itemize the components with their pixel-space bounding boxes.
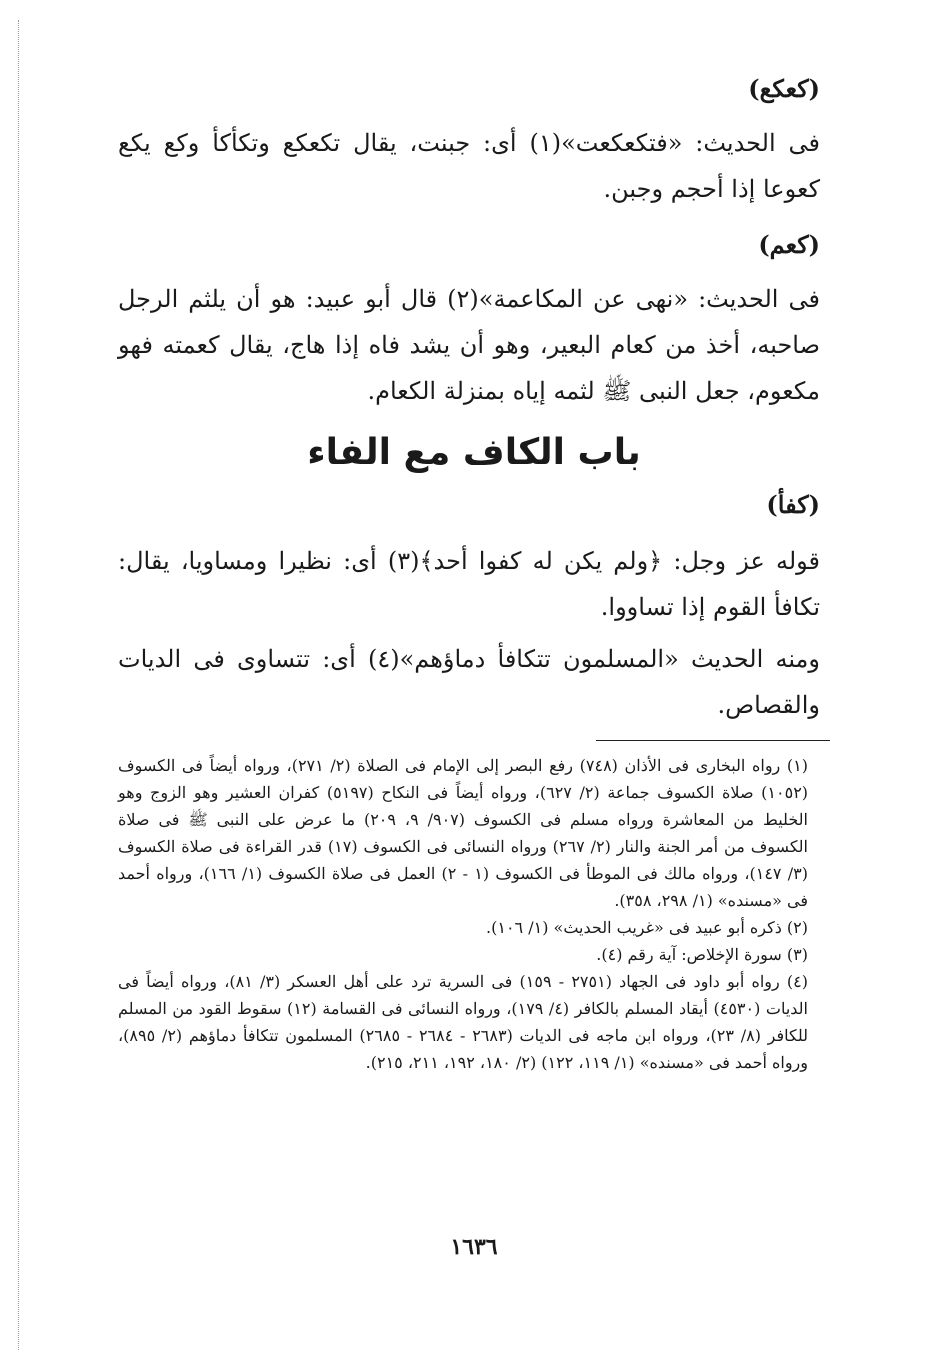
footnote-1: (١) رواه البخارى فى الأذان (٧٤٨) رفع البصر إلى الإمام فى الصلاة (٢/ ٢٧١)، ورواه أيضاً فى الكسوف (١٠٥٢) صلاة الكسوف جماعة (٢/ ٦٢٧)، ورواه أيضاً فى النكاح (٥١٩٧) كفران العشير وهو الزوج وهو الخليط من المعاشرة ورواه مسلم فى الكسوف (٩٠٧/ ٩، ٢٠٩) ما عرض على النبى ﷺ فى صلاة الكسوف من أمر الجنة والنار (٢/ ٢٦٧) ورواه النسائى فى الكسوف (١٧) قدر القراءة فى صلاة الكسوف (٣/ ١٤٧)، ورواه مالك فى الموطأ فى الكسوف (١ - ٢) العمل فى صلاة الكسوف (١/ ١٦٦)، ورواه أحمد فى «مسنده» (١/ ٢٩٨، ٣٥٨). [118,756,809,910]
entry-paragraph-kaam: فى الحديث: «نهى عن المكاعمة»(٢) قال أبو عبيد: هو أن يلثم الرجل صاحبه، أخذ من كعام البعير، وهو أن يشد فاه إذا هاج، يقال كعمته فهو مكعوم، جعل النبى ﷺ لثمه إياه بمنزلة الكعام. [118,285,820,405]
entry-paragraph-kaakaa: فى الحديث: «فتكعكعت»(١) أى: جبنت، يقال تكعكع وتكأكأ وكع يكع كعوعا إذا أحجم وجبن. [118,129,820,203]
footnotes [118,752,832,1076]
footnote-3: (٣) سورة الإخلاص: آية رقم (٤). [596,945,808,964]
entry-paragraph-kafa-1: قوله عز وجل: ﴿ولم يكن له كفوا أحد﴾(٣) أى: نظيرا ومساويا، يقال: تكافأ القوم إذا تساووا. [118,547,821,621]
entry-heading-kaam: (كعم) [758,230,820,259]
margin-dotted-line [18,20,25,1350]
entry-paragraph-kafa-2: ومنه الحديث «المسلمون تتكافأ دماؤهم»(٤) أى: تتساوى فى الديات والقصاص. [118,645,821,719]
entry-heading-kaakaa: (كعكع) [748,74,820,103]
footnote-divider [596,740,830,741]
page-number: ١٦٣٦ [450,1234,498,1260]
entry-heading-kafa: (كفأ) [766,490,820,519]
footnote-2: (٢) ذكره أبو عبيد فى «غريب الحديث» (١/ ١٠٦). [486,918,808,937]
chapter-title: باب الكاف مع الفاء [307,432,641,473]
footnote-4: (٤) رواه أبو داود فى الجهاد (٢٧٥١ - ١٥٩) فى السرية ترد على أهل العسكر (٣/ ٨١)، ورواه أيضاً فى الديات (٤٥٣٠) أيقاد المسلم بالكافر (٤/ ١٧٩)، ورواه النسائى فى القسامة (١٢) سقوط القود من المسلم للكافر (٨/ ٢٣)، ورواه ابن ماجه فى الديات (٢٦٨٣ - ٢٦٨٤ - ٢٦٨٥) المسلمون تتكافأ دماؤهم (٢/ ٨٩٥)، ورواه أحمد فى «مسنده» (١/ ١١٩، ١٢٢) (٢/ ١٨٠، ١٩٢، ٢١١، ٢١٥). [118,972,809,1072]
